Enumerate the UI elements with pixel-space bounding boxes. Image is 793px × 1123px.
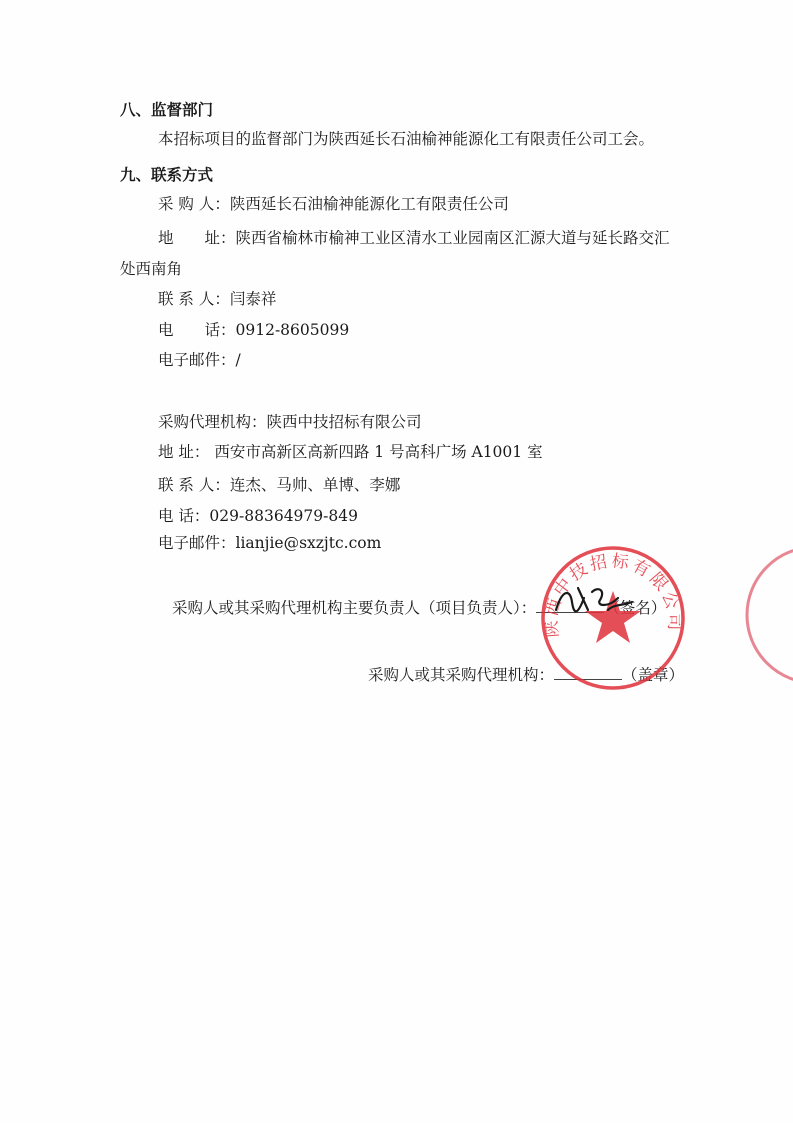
purchaser-phone: 电 话：0912-8605099	[158, 321, 350, 339]
org-label: 采购人或其采购代理机构：	[368, 666, 555, 684]
stamp-suffix: （盖章）	[622, 666, 685, 684]
section8-body: 本招标项目的监督部门为陕西延长石油榆神能源化工有限责任公司工会。	[158, 130, 655, 148]
purchaser-address-line1: 地 址：陕西省榆林市榆神工业区清水工业园南区汇源大道与延长路交汇	[158, 229, 670, 247]
agency-name: 采购代理机构：陕西中技招标有限公司	[158, 413, 422, 431]
purchaser-name: 采 购 人：陕西延长石油榆神能源化工有限责任公司	[158, 195, 509, 213]
purchaser-address-line2: 处西南角	[120, 260, 183, 278]
purchaser-contact: 联 系 人：闫泰祥	[158, 290, 277, 308]
section8-heading: 八、监督部门	[120, 101, 214, 119]
agency-contact: 联 系 人：连杰、马帅、单博、李娜	[158, 476, 401, 494]
handwritten-signature-icon	[548, 580, 638, 620]
agency-email: 电子邮件：lianjie@sxzjtc.com	[158, 534, 382, 552]
agency-address: 地 址： 西安市高新区高新四路 1 号高科广场 A1001 室	[158, 443, 543, 461]
sign-suffix: （签名）	[604, 599, 667, 617]
agency-phone: 电 话：029-88364979-849	[158, 507, 358, 525]
seal-text: 陕西中技招标有限公司	[541, 551, 685, 639]
purchaser-email: 电子邮件：/	[158, 351, 241, 369]
partial-seal-icon	[740, 540, 793, 690]
section9-heading: 九、联系方式	[120, 166, 214, 184]
responsible-label: 采购人或其采购代理机构主要负责人（项目负责人）：	[172, 599, 537, 617]
